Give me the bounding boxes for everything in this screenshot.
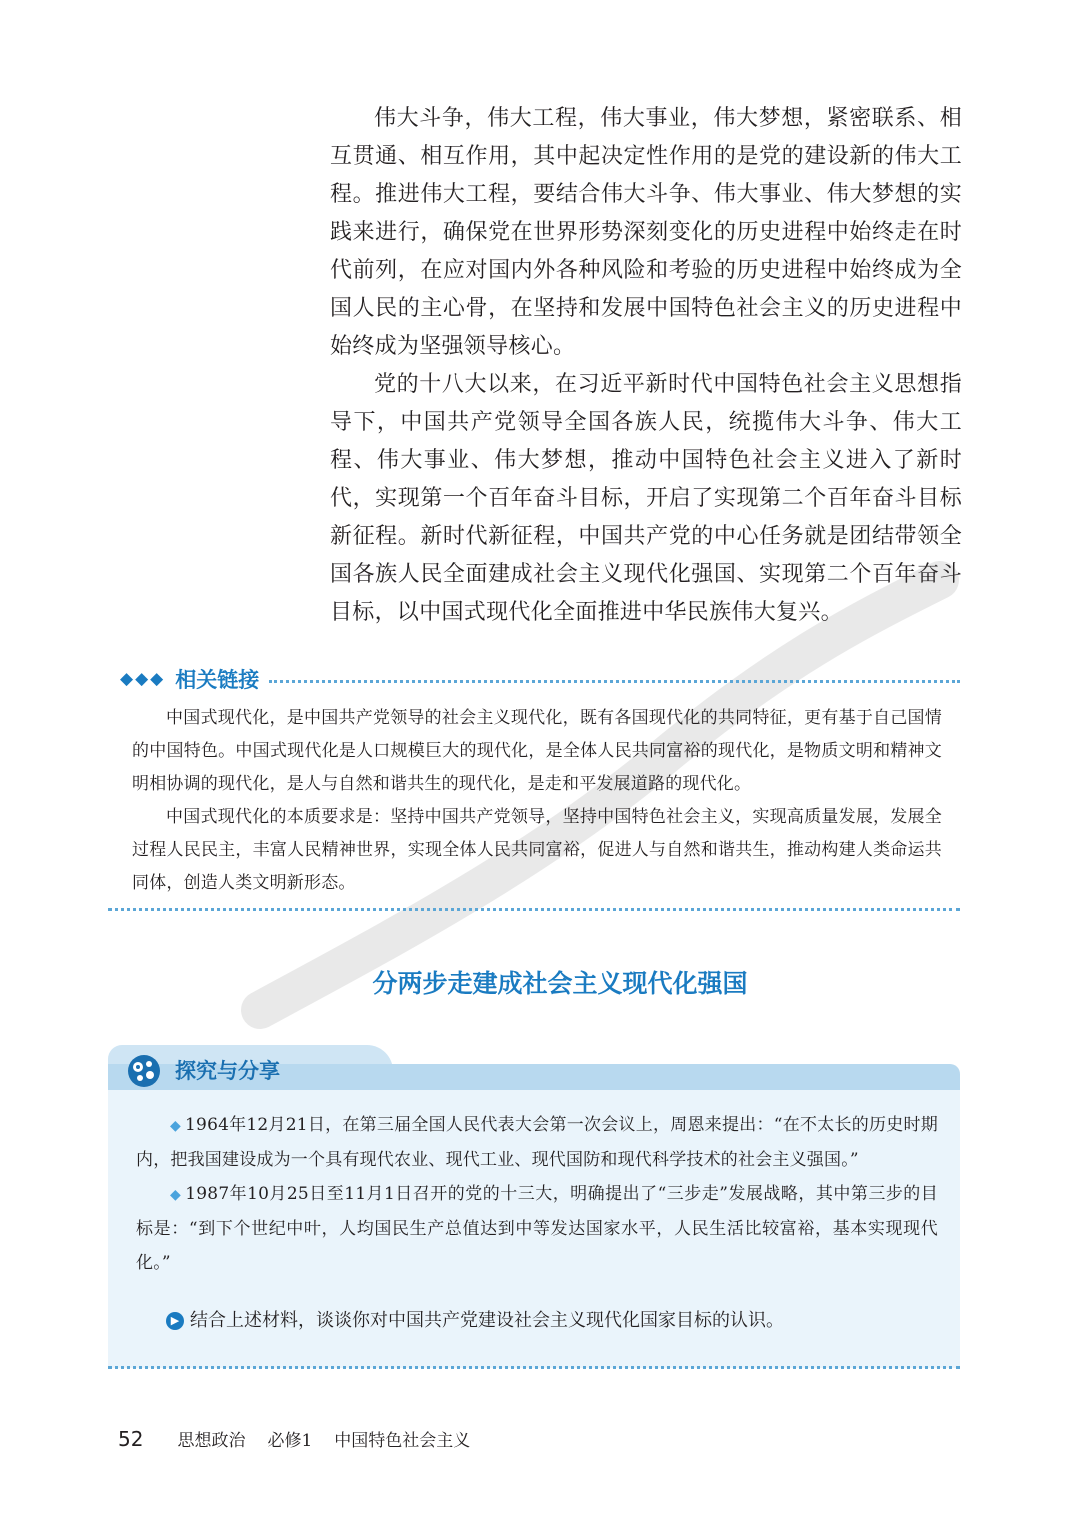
section-title: 分两步走建成社会主义现代化强国 bbox=[372, 969, 748, 998]
divider bbox=[108, 908, 960, 911]
divider bbox=[269, 680, 960, 683]
divider bbox=[108, 1366, 960, 1369]
footer-book: 中国特色社会主义 bbox=[334, 1431, 471, 1451]
discussion-question bbox=[166, 1306, 784, 1332]
main-paragraph: 党的十八大以来，在习近平新时代中国特色社会主义思想指导下，中国共产党领导全国各族人民，统揽伟大斗争、伟大工程、伟大事业、伟大梦想，推动中国特色社会主义进入了新时代，实现第一个百年奋斗目标，开启了实现第二个百年奋斗目标新征程。新时代新征程，中国共产党的中心任务就是团结带领全国各族人民全面建成社会主义现代化强国、实现第二个百年奋斗目标，以中国式现代化全面推进中华民族伟大复兴。 bbox=[330, 372, 962, 625]
related-link-body bbox=[132, 702, 942, 900]
question-text: 结合上述材料，谈谈你对中国共产党建设社会主义现代化国家目标的认识。 bbox=[190, 1310, 784, 1331]
diamond-bullet-icon: ◆ bbox=[170, 1118, 182, 1134]
footer-subject: 思想政治 bbox=[177, 1431, 246, 1451]
diamond-icon: ◆◆◆ bbox=[120, 669, 166, 689]
explore-item-text: 1964年12月21日，在第三届全国人民代表大会第一次会议上，周恩来提出：“在不太长的历史时期内，把我国建设成为一个具有现代农业、现代工业、现代国防和现代科学技术的社会主义强国。” bbox=[136, 1115, 938, 1170]
related-link-title: 相关链接 bbox=[175, 668, 260, 692]
explore-item-text: 1987年10月25日至11月1日召开的党的十三大，明确提出了“三步走”发展战略，其中第三步的目标是：“到下个世纪中叶，人均国民生产总值达到中等发达国家水平，人民生活比较富裕，基本实现现代化。” bbox=[136, 1184, 938, 1273]
explore-body bbox=[136, 1108, 938, 1280]
related-link-header bbox=[120, 664, 960, 694]
explore-item bbox=[136, 1177, 938, 1280]
related-link-paragraph: 中国式现代化，是中国共产党领导的社会主义现代化，既有各国现代化的共同特征，更有基于自己国情的中国特色。中国式现代化是人口规模巨大的现代化，是全体人民共同富裕的现代化，是物质文明和精神文明相协调的现代化，是人与自然和谐共生的现代化，是走和平发展道路的现代化。 bbox=[132, 708, 942, 794]
page-footer bbox=[118, 1426, 470, 1451]
explore-item bbox=[136, 1108, 938, 1177]
molecule-icon bbox=[126, 1053, 162, 1089]
arrow-right-icon: ▶ bbox=[166, 1312, 184, 1330]
diamond-bullet-icon: ◆ bbox=[170, 1187, 182, 1203]
main-paragraph: 伟大斗争，伟大工程，伟大事业，伟大梦想，紧密联系、相互贯通、相互作用，其中起决定性作用的是党的建设新的伟大工程。推进伟大工程，要结合伟大斗争、伟大事业、伟大梦想的实践来进行，确保党在世界形势深刻变化的历史进程中始终走在时代前列，在应对国内外各种风险和考验的历史进程中始终成为全国人民的主心骨，在坚持和发展中国特色社会主义的历史进程中始终成为坚强领导核心。 bbox=[330, 106, 962, 359]
related-link-paragraph: 中国式现代化的本质要求是：坚持中国共产党领导，坚持中国特色社会主义，实现高质量发展，发展全过程人民民主，丰富人民精神世界，实现全体人民共同富裕，促进人与自然和谐共生，推动构建人类命运共同体，创造人类文明新形态。 bbox=[132, 807, 942, 893]
page-number: 52 bbox=[118, 1427, 144, 1451]
main-text bbox=[330, 100, 962, 632]
explore-title: 探究与分享 bbox=[175, 1059, 280, 1083]
footer-volume: 必修1 bbox=[267, 1431, 313, 1451]
